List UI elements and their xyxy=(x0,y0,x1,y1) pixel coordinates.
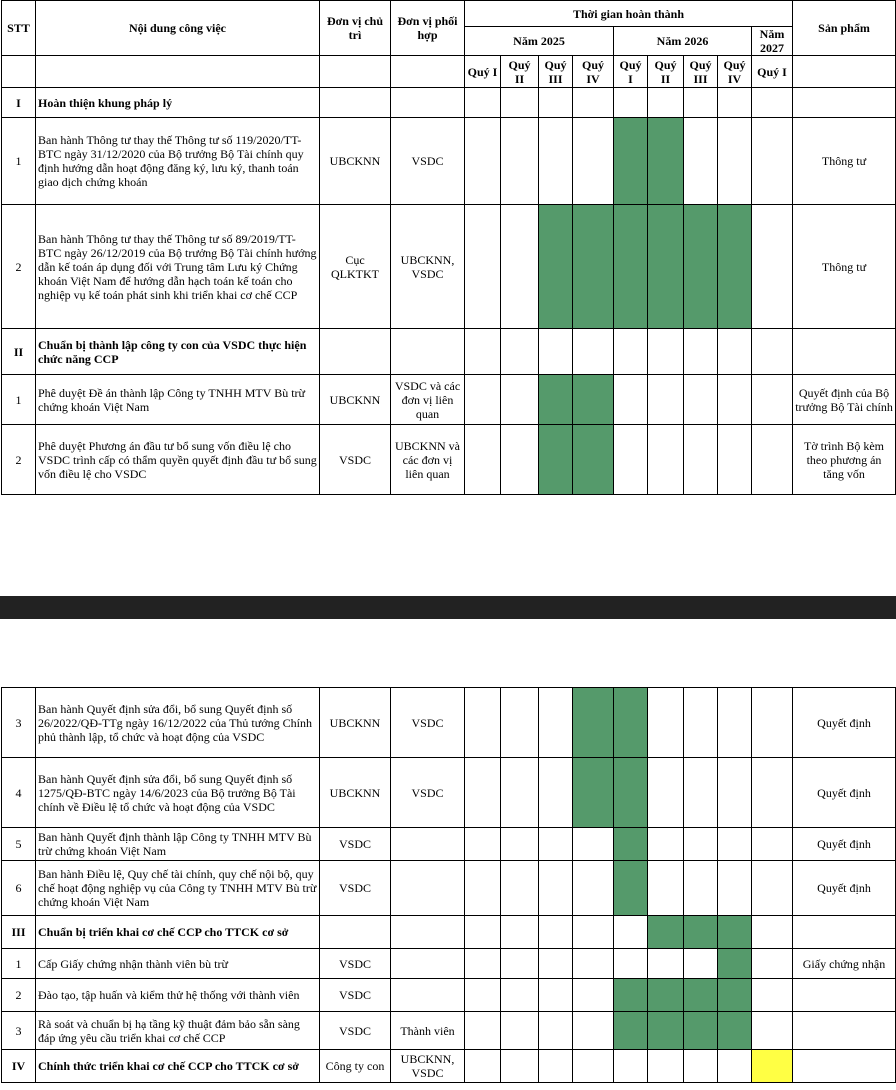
quarter-cell xyxy=(539,861,573,916)
header-quarter: Quý I xyxy=(465,56,501,88)
header-content: Nội dung công việc xyxy=(36,1,320,56)
quarter-cell-active xyxy=(718,205,752,329)
quarter-cell xyxy=(573,1012,614,1050)
quarter-cell xyxy=(752,758,793,828)
row-stt: II xyxy=(2,329,36,375)
quarter-cell xyxy=(752,329,793,375)
quarter-cell xyxy=(684,1050,718,1083)
row-coord-unit xyxy=(391,88,465,118)
row-product xyxy=(793,329,896,375)
quarter-cell xyxy=(718,329,752,375)
row-lead-unit: VSDC xyxy=(320,1012,391,1050)
row-coord-unit: VSDC và các đơn vị liên quan xyxy=(391,375,465,425)
quarter-cell xyxy=(539,758,573,828)
row-stt: 2 xyxy=(2,979,36,1012)
header-quarter: Quý I xyxy=(614,56,648,88)
task-row xyxy=(2,758,896,828)
header-time: Thời gian hoàn thành xyxy=(465,1,793,27)
row-content: Phê duyệt Phương án đầu tư bổ sung vốn điều lệ cho VSDC trình cấp có thẩm quyền quyết định đầu tư bổ sung vốn điều lệ cho VSDC xyxy=(36,425,320,495)
row-lead-unit: VSDC xyxy=(320,861,391,916)
row-coord-unit xyxy=(391,949,465,979)
quarter-cell-active xyxy=(718,949,752,979)
quarter-cell xyxy=(718,425,752,495)
row-lead-unit xyxy=(320,329,391,375)
task-row xyxy=(2,861,896,916)
row-coord-unit xyxy=(391,828,465,861)
row-content: Hoàn thiện khung pháp lý xyxy=(36,88,320,118)
quarter-cell xyxy=(501,828,539,861)
quarter-cell xyxy=(752,88,793,118)
row-coord-unit: UBCKNN và các đơn vị liên quan xyxy=(391,425,465,495)
quarter-cell xyxy=(614,949,648,979)
quarter-cell-active xyxy=(539,205,573,329)
quarter-cell xyxy=(465,758,501,828)
row-product: Quyết định của Bộ trưởng Bộ Tài chính xyxy=(793,375,896,425)
quarter-cell xyxy=(684,861,718,916)
header-blank xyxy=(2,56,36,88)
header-year-2027: Năm 2027 xyxy=(752,27,793,56)
row-coord-unit xyxy=(391,979,465,1012)
quarter-cell xyxy=(648,425,684,495)
row-stt: 4 xyxy=(2,758,36,828)
row-lead-unit: VSDC xyxy=(320,979,391,1012)
row-content: Ban hành Quyết định thành lập Công ty TNHH MTV Bù trừ chứng khoán Việt Nam xyxy=(36,828,320,861)
row-coord-unit: VSDC xyxy=(391,758,465,828)
quarter-cell-active xyxy=(614,979,648,1012)
quarter-cell xyxy=(465,688,501,758)
quarter-cell-active xyxy=(614,688,648,758)
header-blank xyxy=(36,56,320,88)
quarter-cell xyxy=(465,1050,501,1083)
quarter-cell xyxy=(684,329,718,375)
row-coord-unit xyxy=(391,329,465,375)
quarter-cell xyxy=(539,88,573,118)
row-lead-unit xyxy=(320,916,391,949)
row-product: Quyết định xyxy=(793,688,896,758)
row-lead-unit: UBCKNN xyxy=(320,688,391,758)
section-row xyxy=(2,88,896,118)
quarter-cell xyxy=(684,375,718,425)
quarter-cell xyxy=(718,1050,752,1083)
quarter-cell xyxy=(539,1012,573,1050)
row-content: Đào tạo, tập huấn và kiểm thử hệ thống với thành viên xyxy=(36,979,320,1012)
quarter-cell-active xyxy=(614,861,648,916)
row-coord-unit: Thành viên xyxy=(391,1012,465,1050)
header-quarter: Quý III xyxy=(684,56,718,88)
quarter-cell-active xyxy=(614,118,648,205)
row-stt: 1 xyxy=(2,118,36,205)
quarter-cell xyxy=(718,375,752,425)
quarter-cell xyxy=(501,425,539,495)
header-product: Sản phẩm xyxy=(793,1,896,56)
quarter-cell xyxy=(752,916,793,949)
schedule-table-top xyxy=(1,0,896,495)
row-content: Ban hành Điều lệ, Quy chế tài chính, quy chế nội bộ, quy chế hoạt động nghiệp vụ của Công ty TNHH MTV Bù trừ chứng khoán Việt Nam xyxy=(36,861,320,916)
quarter-cell xyxy=(465,118,501,205)
quarter-cell-active xyxy=(614,828,648,861)
row-stt: IV xyxy=(2,1050,36,1083)
quarter-cell xyxy=(684,688,718,758)
row-product: Thông tư xyxy=(793,205,896,329)
row-content: Ban hành Thông tư thay thế Thông tư số 119/2020/TT-BTC ngày 31/12/2020 của Bộ trưởng Bộ Tài chính quy định hướng dẫn hoạt động đăng ký, lưu ký, thanh toán giao dịch chứng khoán xyxy=(36,118,320,205)
quarter-cell-active xyxy=(648,916,684,949)
quarter-cell-active xyxy=(539,375,573,425)
quarter-cell xyxy=(648,375,684,425)
quarter-cell-active xyxy=(648,1012,684,1050)
row-stt: 5 xyxy=(2,828,36,861)
quarter-cell xyxy=(718,758,752,828)
task-row xyxy=(2,979,896,1012)
quarter-cell xyxy=(752,375,793,425)
quarter-cell xyxy=(648,1050,684,1083)
quarter-cell-active xyxy=(684,916,718,949)
row-lead-unit: Cục QLKTKT xyxy=(320,205,391,329)
task-row xyxy=(2,949,896,979)
row-product: Quyết định xyxy=(793,758,896,828)
header-year-2026: Năm 2026 xyxy=(614,27,752,56)
task-row xyxy=(2,205,896,329)
quarter-cell-active xyxy=(718,916,752,949)
quarter-cell-active xyxy=(684,979,718,1012)
quarter-cell xyxy=(648,758,684,828)
quarter-cell xyxy=(501,1012,539,1050)
quarter-cell xyxy=(752,118,793,205)
section-row xyxy=(2,329,896,375)
quarter-cell xyxy=(614,88,648,118)
row-product: Quyết định xyxy=(793,828,896,861)
row-lead-unit xyxy=(320,88,391,118)
quarter-cell xyxy=(501,861,539,916)
quarter-cell xyxy=(648,949,684,979)
quarter-cell xyxy=(752,425,793,495)
quarter-cell xyxy=(648,329,684,375)
quarter-cell xyxy=(501,88,539,118)
quarter-cell xyxy=(684,425,718,495)
quarter-cell xyxy=(465,861,501,916)
quarter-cell xyxy=(573,828,614,861)
quarter-cell xyxy=(501,688,539,758)
quarter-cell-active xyxy=(648,979,684,1012)
row-content: Rà soát và chuẩn bị hạ tầng kỹ thuật đảm bảo sẵn sàng đáp ứng yêu cầu triển khai cơ chế CCP xyxy=(36,1012,320,1050)
quarter-cell-active xyxy=(573,375,614,425)
row-coord-unit: UBCKNN, VSDC xyxy=(391,1050,465,1083)
row-lead-unit: UBCKNN xyxy=(320,758,391,828)
header-stt: STT xyxy=(2,1,36,56)
quarter-cell xyxy=(718,688,752,758)
quarter-cell xyxy=(501,916,539,949)
quarter-cell xyxy=(539,949,573,979)
row-coord-unit xyxy=(391,916,465,949)
quarter-cell-active xyxy=(573,688,614,758)
quarter-cell xyxy=(501,118,539,205)
row-content: Chính thức triển khai cơ chế CCP cho TTCK cơ sở xyxy=(36,1050,320,1083)
quarter-cell xyxy=(465,375,501,425)
quarter-cell xyxy=(573,88,614,118)
quarter-cell xyxy=(752,949,793,979)
header-quarter-2027: Quý I xyxy=(752,56,793,88)
quarter-cell xyxy=(648,688,684,758)
quarter-cell xyxy=(648,88,684,118)
quarter-cell xyxy=(752,979,793,1012)
section-row xyxy=(2,1050,896,1083)
quarter-cell xyxy=(573,329,614,375)
row-stt: 2 xyxy=(2,205,36,329)
task-row xyxy=(2,375,896,425)
quarter-cell-active xyxy=(614,758,648,828)
header-quarter: Quý IV xyxy=(573,56,614,88)
row-stt: 3 xyxy=(2,1012,36,1050)
quarter-cell xyxy=(501,375,539,425)
header-coord-unit: Đơn vị phối hợp xyxy=(391,1,465,56)
row-product xyxy=(793,1050,896,1083)
quarter-cell xyxy=(752,861,793,916)
row-lead-unit: UBCKNN xyxy=(320,118,391,205)
quarter-cell xyxy=(501,329,539,375)
quarter-cell xyxy=(465,88,501,118)
header-quarter: Quý III xyxy=(539,56,573,88)
quarter-cell xyxy=(465,949,501,979)
quarter-cell xyxy=(684,758,718,828)
quarter-cell xyxy=(501,979,539,1012)
quarter-cell xyxy=(752,1012,793,1050)
header-year-2025: Năm 2025 xyxy=(465,27,614,56)
section-row xyxy=(2,916,896,949)
quarter-cell-active xyxy=(614,205,648,329)
row-coord-unit: VSDC xyxy=(391,688,465,758)
row-product: Thông tư xyxy=(793,118,896,205)
quarter-cell xyxy=(718,828,752,861)
quarter-cell xyxy=(465,425,501,495)
row-content: Ban hành Quyết định sửa đổi, bổ sung Quyết định số 1275/QĐ-BTC ngày 14/6/2023 của Bộ trưởng Bộ Tài chính về Điều lệ tổ chức và hoạt động của VSDC xyxy=(36,758,320,828)
row-stt: III xyxy=(2,916,36,949)
row-stt: 1 xyxy=(2,375,36,425)
row-lead-unit: UBCKNN xyxy=(320,375,391,425)
quarter-cell xyxy=(648,828,684,861)
schedule-table-bottom xyxy=(1,687,896,1083)
row-lead-unit: Công ty con xyxy=(320,1050,391,1083)
quarter-cell xyxy=(539,329,573,375)
task-row xyxy=(2,1012,896,1050)
row-stt: 2 xyxy=(2,425,36,495)
row-product xyxy=(793,1012,896,1050)
quarter-cell xyxy=(573,118,614,205)
page-separator xyxy=(0,596,896,619)
quarter-cell xyxy=(465,205,501,329)
quarter-cell xyxy=(614,329,648,375)
row-product: Quyết định xyxy=(793,861,896,916)
quarter-cell-active xyxy=(614,1012,648,1050)
row-product: Giấy chứng nhận xyxy=(793,949,896,979)
quarter-cell xyxy=(539,118,573,205)
quarter-cell xyxy=(465,1012,501,1050)
quarter-cell xyxy=(501,949,539,979)
header-quarter: Quý IV xyxy=(718,56,752,88)
quarter-cell xyxy=(718,118,752,205)
quarter-cell xyxy=(539,828,573,861)
header-quarter: Quý II xyxy=(501,56,539,88)
row-product xyxy=(793,88,896,118)
quarter-cell-active xyxy=(684,1012,718,1050)
row-content: Chuẩn bị triển khai cơ chế CCP cho TTCK cơ sở xyxy=(36,916,320,949)
quarter-cell-active xyxy=(718,979,752,1012)
quarter-cell-active xyxy=(718,1012,752,1050)
quarter-cell xyxy=(465,329,501,375)
quarter-cell xyxy=(684,118,718,205)
row-stt: 1 xyxy=(2,949,36,979)
quarter-cell xyxy=(718,861,752,916)
row-product xyxy=(793,916,896,949)
quarter-cell-active xyxy=(752,1050,793,1083)
row-stt: 3 xyxy=(2,688,36,758)
quarter-cell xyxy=(573,1050,614,1083)
task-row xyxy=(2,828,896,861)
quarter-cell xyxy=(648,861,684,916)
header-blank xyxy=(320,56,391,88)
row-stt: 6 xyxy=(2,861,36,916)
task-row xyxy=(2,425,896,495)
row-content: Cấp Giấy chứng nhận thành viên bù trừ xyxy=(36,949,320,979)
quarter-cell xyxy=(465,828,501,861)
row-content: Chuẩn bị thành lập công ty con của VSDC thực hiện chức năng CCP xyxy=(36,329,320,375)
row-content: Phê duyệt Đề án thành lập Công ty TNHH MTV Bù trừ chứng khoán Việt Nam xyxy=(36,375,320,425)
quarter-cell xyxy=(614,425,648,495)
quarter-cell xyxy=(684,828,718,861)
row-lead-unit: VSDC xyxy=(320,949,391,979)
quarter-cell xyxy=(573,861,614,916)
quarter-cell xyxy=(614,1050,648,1083)
quarter-cell xyxy=(614,916,648,949)
row-stt: I xyxy=(2,88,36,118)
quarter-cell xyxy=(573,979,614,1012)
quarter-cell-active xyxy=(684,205,718,329)
quarter-cell xyxy=(501,205,539,329)
row-coord-unit: VSDC xyxy=(391,118,465,205)
quarter-cell xyxy=(573,949,614,979)
quarter-cell xyxy=(539,916,573,949)
header-lead-unit: Đơn vị chủ trì xyxy=(320,1,391,56)
quarter-cell xyxy=(539,979,573,1012)
row-coord-unit xyxy=(391,861,465,916)
quarter-cell xyxy=(684,88,718,118)
row-content: Ban hành Thông tư thay thế Thông tư số 89/2019/TT-BTC ngày 26/12/2019 của Bộ trưởng Bộ Tài chính hướng dẫn kế toán áp dụng đối với Trung tâm Lưu ký Chứng khoán Việt Nam để hướng dẫn hạch toán kế toán cho nghiệp vụ kế toán phát sinh khi triển khai cơ chế CCP xyxy=(36,205,320,329)
quarter-cell xyxy=(501,1050,539,1083)
row-product xyxy=(793,979,896,1012)
quarter-cell xyxy=(539,1050,573,1083)
row-content: Ban hành Quyết định sửa đổi, bổ sung Quyết định số 26/2022/QĐ-TTg ngày 16/12/2022 của Thủ tướng Chính phủ thành lập, tổ chức và hoạt động của VSDC xyxy=(36,688,320,758)
row-lead-unit: VSDC xyxy=(320,828,391,861)
quarter-cell-active xyxy=(648,118,684,205)
quarter-cell-active xyxy=(648,205,684,329)
header-quarter: Quý II xyxy=(648,56,684,88)
header-blank xyxy=(391,56,465,88)
quarter-cell xyxy=(614,375,648,425)
header-blank xyxy=(793,56,896,88)
quarter-cell-active xyxy=(573,758,614,828)
quarter-cell xyxy=(465,916,501,949)
quarter-cell xyxy=(465,979,501,1012)
row-lead-unit: VSDC xyxy=(320,425,391,495)
task-row xyxy=(2,118,896,205)
quarter-cell-active xyxy=(573,205,614,329)
quarter-cell xyxy=(501,758,539,828)
quarter-cell xyxy=(752,688,793,758)
row-coord-unit: UBCKNN, VSDC xyxy=(391,205,465,329)
quarter-cell-active xyxy=(539,425,573,495)
quarter-cell xyxy=(718,88,752,118)
quarter-cell xyxy=(539,688,573,758)
quarter-cell xyxy=(573,916,614,949)
quarter-cell xyxy=(752,205,793,329)
quarter-cell-active xyxy=(573,425,614,495)
quarter-cell xyxy=(684,949,718,979)
quarter-cell xyxy=(752,828,793,861)
task-row xyxy=(2,688,896,758)
row-product: Tờ trình Bộ kèm theo phương án tăng vốn xyxy=(793,425,896,495)
